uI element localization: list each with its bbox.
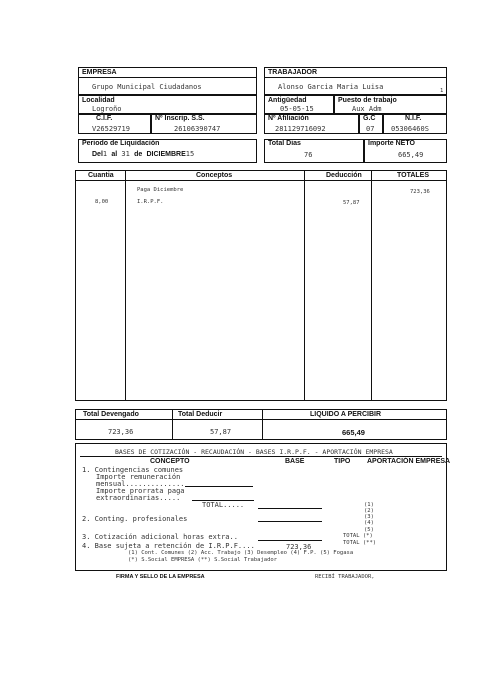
col-divider-3 xyxy=(371,170,372,401)
totales-header: TOTALES xyxy=(397,172,430,179)
total-dias-label: Total Dias xyxy=(268,140,301,147)
tipo-header: TIPO xyxy=(334,458,351,465)
marker-4: (4) xyxy=(364,520,374,526)
inscrip-value: 26106390747 xyxy=(174,125,221,133)
contingencias-comunes: 1. Contingencias comunes xyxy=(82,466,184,474)
marker-5: (5) xyxy=(364,527,374,533)
footnote-contingencias: (1) Cont. Comunes (2) Acc. Trabajo (3) Desempleo (4) F.P. (5) Fogasa xyxy=(128,550,354,556)
total-empresa: TOTAL (*) xyxy=(343,533,373,539)
marker-2: (2) xyxy=(364,508,374,514)
trabajador-divider xyxy=(264,77,447,78)
puesto-value: Aux Adm xyxy=(352,105,382,113)
total-dias-value: 76 xyxy=(304,151,313,159)
importe-neto-value: 665,49 xyxy=(398,151,424,159)
base-irpf-label: 4. Base sujeta a retención de I.R.P.F.... xyxy=(82,542,255,550)
page-marker: 1 xyxy=(440,88,444,94)
profesionales-underline xyxy=(258,521,322,522)
row2-deduccion: 57,87 xyxy=(343,200,360,206)
cif-value: V26529719 xyxy=(92,125,130,133)
cotizacion-adicional: 3. Cotización adicional horas extra.. xyxy=(82,533,238,541)
anio-value: 15 xyxy=(185,150,195,158)
puesto-label: Puesto de trabajo xyxy=(338,97,397,104)
cif-label: C.I.F. xyxy=(96,115,113,122)
nif-value: 05306460S xyxy=(391,125,429,133)
importe-remuneracion: Importe remuneración xyxy=(96,473,181,481)
conceptos-table xyxy=(75,170,447,401)
empresa-value: Grupo Municipal Ciudadanos xyxy=(92,83,202,91)
totales-divider-2 xyxy=(262,409,263,440)
deducir-value: 57,87 xyxy=(210,428,232,436)
de-label: de xyxy=(134,151,143,158)
localidad-value: Logroño xyxy=(92,105,122,113)
horas-extra-underline xyxy=(258,540,322,541)
liquido-label: LIQUIDO A PERCIBIR xyxy=(310,411,382,418)
liquido-value: 665,49 xyxy=(342,428,365,437)
recibi-trabajador: RECIBÍ TRABAJADOR, xyxy=(315,574,375,580)
conceptos-header-line xyxy=(75,180,447,181)
al-value: 31 xyxy=(121,150,130,158)
firma-empresa: FIRMA Y SELLO DE LA EMPRESA xyxy=(116,574,205,580)
cuantia-header: Cuantia xyxy=(88,172,114,179)
deducir-label: Total Deducir xyxy=(178,411,223,418)
antiguedad-label: Antigüedad xyxy=(268,97,307,104)
col-divider-2 xyxy=(304,170,305,401)
footnote-seguridad-social: (*) S.Social EMPRESA (**) S.Social Trabajador xyxy=(128,557,278,563)
total-label: TOTAL..... xyxy=(202,501,245,509)
marker-1: (1) xyxy=(364,502,374,508)
conting-profesionales: 2. Conting. profesionales xyxy=(82,515,188,523)
total-trabajador: TOTAL (**) xyxy=(343,540,377,546)
trabajador-value: Alonso Garcia Maria Luisa xyxy=(278,83,384,91)
mensual-line: mensual.............. xyxy=(96,480,185,488)
importe-prorrata: Importe prorrata paga xyxy=(96,487,185,495)
conceptos-header: Conceptos xyxy=(196,172,233,179)
base-irpf-value: 723,36 xyxy=(286,543,312,551)
row2-concepto: I.R.P.F. xyxy=(137,199,164,205)
mensual-underline xyxy=(185,486,253,487)
antiguedad-value: 05-05-15 xyxy=(280,105,314,113)
concepto-header: CONCEPTO xyxy=(150,458,190,465)
totales-divider-1 xyxy=(172,409,173,440)
inscrip-label: Nº Inscrip. S.S. xyxy=(155,115,205,122)
row1-concepto: Paga Diciembre xyxy=(137,187,184,193)
devengado-label: Total Devengado xyxy=(83,411,139,418)
importe-neto-label: Importe NETO xyxy=(368,140,415,147)
localidad-label: Localidad xyxy=(82,97,115,104)
row2-cuantia: 8,00 xyxy=(95,199,109,205)
trabajador-label: TRABAJADOR xyxy=(268,69,317,76)
deduccion-header: Deducción xyxy=(326,172,362,179)
periodo-label: Periodo de Liquidación xyxy=(82,140,160,147)
devengado-value: 723,36 xyxy=(108,428,134,436)
gc-label: G.C xyxy=(363,115,376,122)
mes-value: DICIEMBRE xyxy=(146,151,186,158)
al-label: al xyxy=(111,151,118,158)
base-header: BASE xyxy=(285,458,305,465)
total-underline xyxy=(258,508,322,509)
empresa-divider xyxy=(78,77,257,78)
del-label: Del xyxy=(92,151,103,158)
row1-total: 723,36 xyxy=(410,189,430,195)
gc-value: 07 xyxy=(366,125,375,133)
periodo-range xyxy=(92,150,194,158)
afiliacion-value: 281129716092 xyxy=(275,125,326,133)
empresa-label: EMPRESA xyxy=(82,69,117,76)
del-value: 1 xyxy=(102,150,108,158)
marker-3: (3) xyxy=(364,514,374,520)
afiliacion-label: Nº Afiliación xyxy=(268,115,309,122)
extraordinarias-line: extraordinarias..... xyxy=(96,494,181,502)
bases-title-underline xyxy=(80,456,442,457)
col-divider-1 xyxy=(125,170,126,401)
bases-title: BASES DE COTIZACIÓN - RECAUDACIÓN - BASES I.R.P.F. - APORTACIÓN EMPRESA xyxy=(115,448,393,456)
aportacion-header: APORTACIÓN EMPRESA xyxy=(367,458,451,465)
nif-label: N.I.F. xyxy=(405,115,422,122)
totales-row-line xyxy=(75,419,447,420)
